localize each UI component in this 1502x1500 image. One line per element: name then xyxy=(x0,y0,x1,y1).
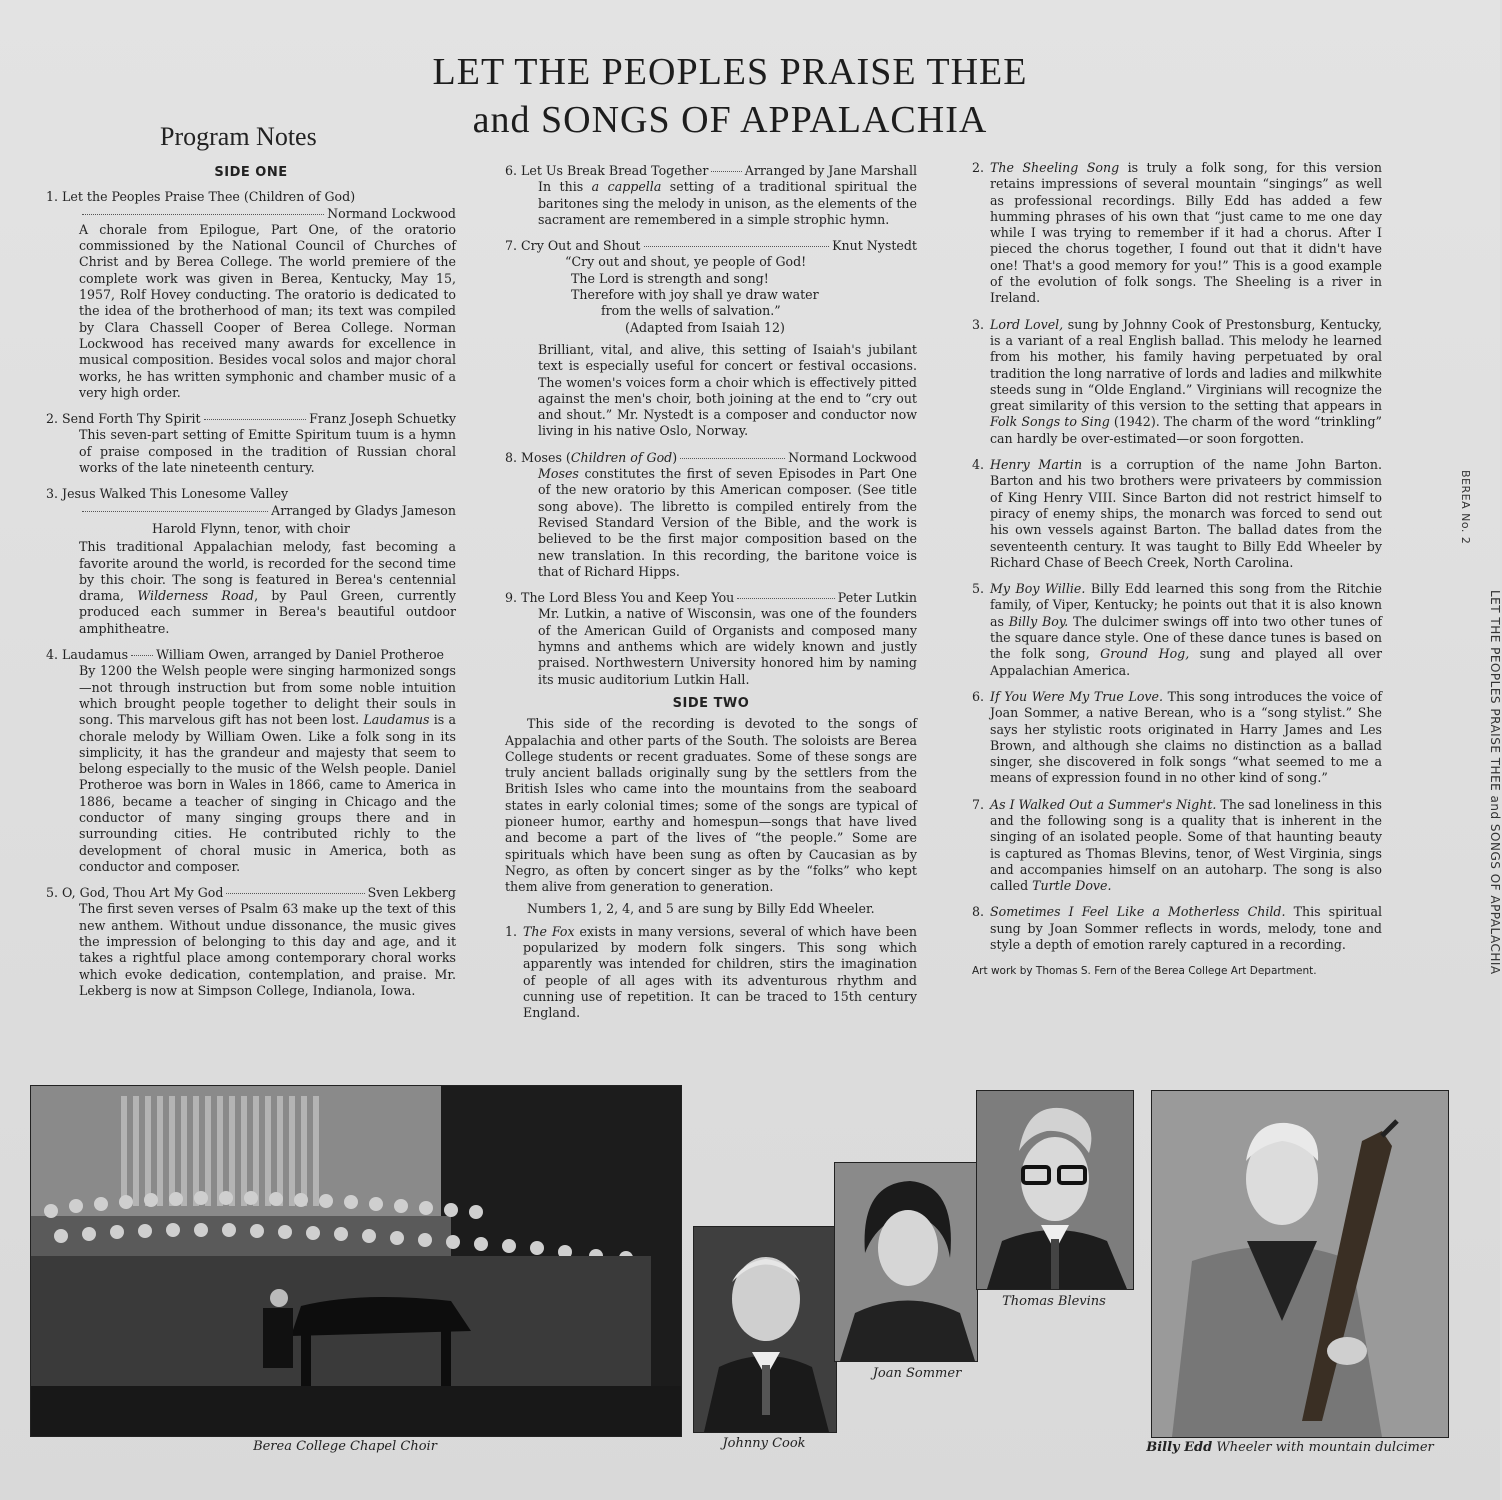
billy-edd-wheeler-image xyxy=(1152,1091,1448,1437)
song-number: 6. xyxy=(972,688,985,704)
track-description: The first seven verses of Psalm 63 make up the text of this new anthem. Without undue dissonance, the music gives the impression of belonging to this day and age, and it takes a rightful place among contemporary choral works which evoke dedication, contemplation, and praise. Mr. Lekberg is now at Simpson College, Indianola, Iowa. xyxy=(79,901,456,998)
track-title: Cry Out and Shout xyxy=(521,238,641,254)
song-description: My Boy Willie. Billy Edd learned this song from the Ritchie family, of Viper, Kentucky; he points out that it is also known as Billy Boy. The dulcimer swings off into two other tunes of the square dance style. One of these dance tunes is based on the folk song, Ground Hog, sung and played all over Appalachian America. xyxy=(990,581,1382,678)
notes-column-1 xyxy=(46,165,456,1009)
choir-photo xyxy=(30,1085,682,1437)
notes-column-3 xyxy=(972,160,1382,980)
song-number: 7. xyxy=(972,796,985,812)
song-description: As I Walked Out a Summer's Night. The sad loneliness in this and the following song is a quality that is inherent in the singing of an isolated people. Some of that haunting beauty is captured as Thomas Blevins, tenor, of West Virginia, sings and accompanies himself on an autoharp. The song is also called Turtle Dove. xyxy=(990,796,1382,894)
song-number: 5. xyxy=(972,581,985,597)
track-title: Jesus Walked This Lonesome Valley xyxy=(62,486,289,502)
track-number: 3. xyxy=(46,486,59,502)
track-title: Let Us Break Bread Together xyxy=(521,163,709,178)
track-note xyxy=(46,885,456,999)
track-note xyxy=(505,238,917,440)
track-number: 6. xyxy=(505,163,518,178)
track-description: By 1200 the Welsh people were singing harmonized songs—not through instruction but from some noble intuition which brought people together to delight their souls in song. This marvelous gift has not been lost. Laudamus is a chorale melody by William Owen. Like a folk song in its simplicity, it has the grandeur and majesty that seem to belong especially to the music of the Welsh people. Daniel Protheroe was born in Wales in 1866, came to America in 1886, became a teacher of singing in Chicago and the conductor of many singing groups there and in surrounding cities. He contributed richly to the development of choral music in America, both as conductor and composer. xyxy=(79,663,456,874)
song-description: Henry Martin is a corruption of the name John Barton. Barton and his two brothers were privateers by commission of King Henry VIII. Since Barton did not restrict himself to piracy of enemy ships, the monarch was forced to send out his own vessels against Barton. The ballad dates from the seventeenth century. It was taught to Billy Edd Wheeler by Richard Chase of Beech Creek, North Carolina. xyxy=(990,457,1382,570)
track-composer: Normand Lockwood xyxy=(788,449,917,465)
track-soloist: Harold Flynn, tenor, with choir xyxy=(152,520,350,536)
song-number: 4. xyxy=(972,457,985,473)
johnny-cook-photo xyxy=(693,1226,837,1433)
billy-edd-wheeler-caption: Billy Edd Wheeler with mountain dulcimer xyxy=(1146,1440,1434,1455)
song-note xyxy=(972,457,1382,571)
song-description: Lord Lovel, sung by Johnny Cook of Prestonsburg, Kentucky, is a variant of a real English ballad. This melody he learned from his mother, his family having perpetuated by oral tradition the long narrative of lords and ladies and milkwhite steeds sung in “Olde England.” Virginians will recognize the great similarity of this version to the setting that appears in Folk Songs to Sing (1942). The charm of the word “trinkling” can hardly be over-estimated—or soon forgotten. xyxy=(990,316,1382,446)
track-description: Brilliant, vital, and alive, this setting of Isaiah's jubilant text is especially useful for concert or festival occasions. The women's voices form a choir which is effectively pitted against the men's choir, both joining at the end to “cry out and shout.” Mr. Nystedt is a composer and conductor now living in his native Oslo, Norway. xyxy=(538,341,917,439)
song-note xyxy=(972,904,1382,953)
art-credit: Art work by Thomas S. Fern of the Berea College Art Department. xyxy=(972,965,1317,978)
track-composer: Peter Lutkin xyxy=(837,590,917,606)
track-description: In this a cappella setting of a traditional spiritual the baritones sing the melody in unison, as the elements of the sacrament are remembered in a simple strophic hymn. xyxy=(538,179,917,227)
track-title: Moses (Children of God) xyxy=(521,449,678,465)
song-description: The Fox exists in many versions, several of which have been popularized by modern folk singers. This song which apparently was intended for children, stirs the imagination of people of all ages with its adventurous rhythm and cunning use of repetition. It can be traced to 15th century England. xyxy=(523,923,917,1021)
track-composer: Sven Lekberg xyxy=(367,885,456,901)
song-description: The Sheeling Song is truly a folk song, for this version retains impressions of several mountain “singings” as well as professional recordings. Billy Edd has added a few humming phrases of his own that “just came to me one day while I was trying to remember if it had a chorus. After I pieced the chorus together, I found out that it didn't have one! That's a good memory for you!” This is a good example of the evolution of folk songs. The Sheeling is a river in Ireland. xyxy=(990,160,1382,306)
track-quote: “Cry out and shout, ye people of God! The Lord is strength and song! Therefore with joy shall ye draw water from the wells of salvation.” (Adapted from Isaiah 12) xyxy=(565,254,819,335)
notes-column-2 xyxy=(505,163,917,1022)
song-number: 1. xyxy=(505,923,518,939)
track-title: O, God, Thou Art My God xyxy=(62,885,224,901)
choir-photo-image xyxy=(31,1086,681,1436)
program-notes-heading: Program Notes xyxy=(160,122,317,151)
song-number: 3. xyxy=(972,316,985,332)
spine-text xyxy=(1446,470,1502,1090)
choir-caption: Berea College Chapel Choir xyxy=(253,1439,437,1454)
track-note xyxy=(46,411,456,476)
album-title-line1: LET THE PEOPLES PRAISE THEE xyxy=(432,51,1028,93)
track-composer: Arranged by Jane Marshall xyxy=(744,163,917,178)
spine-album-title: LET THE PEOPLES PRAISE THEE and SONGS OF APPALACHIA xyxy=(1488,590,1502,975)
song-note xyxy=(972,797,1382,895)
track-title: Let the Peoples Praise Thee (Children of God) xyxy=(62,189,356,205)
billy-edd-wheeler-photo xyxy=(1151,1090,1449,1438)
track-description: This traditional Appalachian melody, fast becoming a favorite around the world, is recorded for the second time by this choir. The song is featured in Berea's centennial drama, Wilderness Road, by Paul Green, currently produced each summer in Berea's beautiful outdoor amphitheatre. xyxy=(79,539,456,636)
johnny-cook-image xyxy=(694,1227,836,1432)
track-title: The Lord Bless You and Keep You xyxy=(521,590,735,606)
joan-sommer-image xyxy=(835,1163,977,1361)
thomas-blevins-image xyxy=(977,1091,1133,1289)
song-number: 8. xyxy=(972,904,985,920)
track-composer: Normand Lockwood xyxy=(327,205,456,221)
song-description: If You Were My True Love. This song introduces the voice of Joan Sommer, a native Berean, who is a “song stylist.” She says her stylistic roots originated in Harry James and Les Brown, and although she claims no distinction as a ballad singer, she discovered in folk songs “what seemed to me a means of expression found in no other kind of song.” xyxy=(990,688,1383,786)
side-two-singer-note: Numbers 1, 2, 4, and 5 are sung by Billy Edd Wheeler. xyxy=(527,901,875,917)
track-note xyxy=(46,486,456,637)
track-description: Moses constitutes the first of seven Episodes in Part One of the new oratorio by this American composer. (See title song above). The libretto is compiled entirely from the Revised Standard Version of the Bible, and the work is believed to be the first major composition based on the new translation. In this recording, the baritone voice is that of Richard Hipps. xyxy=(538,466,917,579)
track-note xyxy=(46,647,456,875)
song-note xyxy=(972,689,1382,787)
track-composer: Franz Joseph Schuetky xyxy=(309,411,456,427)
track-note xyxy=(505,163,917,228)
song-description: Sometimes I Feel Like a Motherless Child. This spiritual sung by Joan Sommer reflects in words, melody, tone and style a depth of emotion rarely captured in a recording. xyxy=(990,904,1382,953)
song-number: 2. xyxy=(972,160,985,175)
thomas-blevins-photo xyxy=(976,1090,1134,1290)
side-two-heading: SIDE TWO xyxy=(672,695,750,711)
joan-sommer-caption: Joan Sommer xyxy=(872,1366,962,1381)
track-description: Mr. Lutkin, a native of Wisconsin, was one of the founders of the American Guild of Organists and composed many hymns and anthems which are widely known and justly praised. Northwestern University honored him by naming its music auditorium Lutkin Hall. xyxy=(538,606,917,687)
track-note xyxy=(505,450,917,580)
album-title-line2: and SONGS OF APPALACHIA xyxy=(472,99,988,141)
track-title: Send Forth Thy Spirit xyxy=(62,411,201,427)
track-title: Laudamus xyxy=(62,647,129,663)
song-note xyxy=(972,160,1382,307)
track-number: 4. xyxy=(46,647,59,663)
track-composer: Knut Nystedt xyxy=(832,238,917,254)
track-composer: Arranged by Gladys Jameson xyxy=(271,502,456,518)
track-note xyxy=(505,590,917,688)
track-number: 1. xyxy=(46,189,59,205)
song-note xyxy=(972,581,1382,679)
track-number: 7. xyxy=(505,238,518,254)
song-note xyxy=(505,924,917,1022)
catalog-number: BEREA No. 2 xyxy=(1459,470,1472,545)
joan-sommer-photo xyxy=(834,1162,978,1362)
track-note xyxy=(46,189,456,401)
track-composer: William Owen, arranged by Daniel Protheroe xyxy=(156,647,444,663)
track-description: A chorale from Epilogue, Part One, of the oratorio commissioned by the National Council of Churches of Christ and by Berea College. The world premiere of the complete work was given in Berea, Kentucky, May 15, 1957, Rolf Hovey conducting. The oratorio is dedicated to the idea of the brotherhood of man; its text was compiled by Clara Chassell Cooper of Berea College. Norman Lockwood has received many awards for excellence in musical composition. Besides vocal solos and major choral works, he has written symphonic and chamber music of a very high order. xyxy=(79,221,456,400)
track-number: 9. xyxy=(505,590,518,606)
side-one-heading: SIDE ONE xyxy=(214,165,288,180)
side-two-intro: This side of the recording is devoted to the songs of Appalachia and other parts of the South. The soloists are Berea College students or recent graduates. Some of these songs are truly ancient ballads originally sung by the settlers from the British Isles who came into the mountains from the seaboard states in early colonial times; some of the songs are typical of pioneer humor, earthy and homespun—songs that have lived and become a part of the lives of “the people.” Some are spirituals which have been sung as often by Caucasian as by Negro, as often by concert singer as by the “folks” who kept them alive from generation to generation. xyxy=(505,716,917,895)
song-note xyxy=(972,317,1382,447)
thomas-blevins-caption: Thomas Blevins xyxy=(1002,1294,1106,1309)
track-number: 8. xyxy=(505,449,518,465)
johnny-cook-caption: Johnny Cook xyxy=(722,1436,806,1451)
track-number: 2. xyxy=(46,411,59,427)
track-number: 5. xyxy=(46,885,59,901)
track-description: This seven-part setting of Emitte Spiritum tuum is a hymn of praise composed in the tradition of Russian choral works of the late nineteenth century. xyxy=(79,427,456,476)
